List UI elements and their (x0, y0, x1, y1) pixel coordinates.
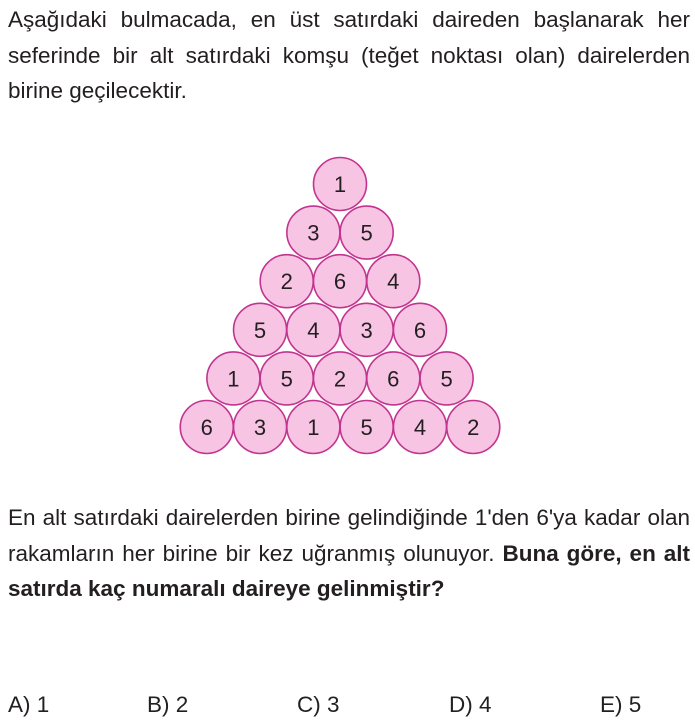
pyramid-number: 2 (280, 269, 293, 295)
pyramid-cell-r5-c5 (420, 352, 473, 405)
pyramid-cell-r3-c1 (260, 255, 313, 308)
pyramid-number: 6 (413, 317, 427, 343)
pyramid-cell-r6-c1 (180, 401, 233, 454)
pyramid-cell-r6-c5 (393, 401, 446, 454)
pyramid-cell-r6-c2 (234, 401, 287, 454)
choice-b[interactable]: B) 2 (147, 692, 189, 717)
pyramid-number: 5 (253, 317, 267, 343)
choice-c[interactable]: C) 3 (297, 692, 340, 717)
pyramid-number: 6 (387, 366, 400, 392)
pyramid-number: 6 (333, 269, 347, 295)
pyramid-number: 1 (307, 415, 320, 440)
pyramid-number: 5 (280, 366, 293, 392)
pyramid-cell-r5-c3 (314, 352, 367, 405)
pyramid-cell-r4-c1 (234, 303, 287, 356)
problem-statement: En alt satırdaki dairelerden birine gelindiğinde 1'den 6'ya kadar olan rakamların her birine bir kez uğranmış olunuyor. (8, 505, 690, 566)
pyramid-cell-r5-c4 (367, 352, 420, 405)
pyramid-number: 3 (253, 415, 267, 440)
question-block (8, 500, 690, 607)
pyramid-number: 3 (307, 220, 320, 246)
pyramid-cell-r6-c3 (287, 401, 340, 454)
pyramid-number: 1 (333, 172, 347, 197)
pyramid-cell-r2-c1 (287, 206, 340, 259)
pyramid-cell-r6-c6 (447, 401, 500, 454)
pyramid-number: 4 (307, 317, 320, 343)
pyramid-number: 2 (467, 415, 480, 440)
pyramid-cell-r1-c1 (314, 158, 367, 211)
pyramid-number: 2 (333, 366, 347, 392)
pyramid-cell-r4-c2 (287, 303, 340, 356)
pyramid-cell-r3-c2 (314, 255, 367, 308)
pyramid-number: 1 (227, 366, 240, 392)
choice-e[interactable]: E) 5 (600, 692, 642, 717)
pyramid-number: 5 (440, 366, 453, 392)
choice-a[interactable]: A) 1 (8, 692, 50, 717)
intro-text: Aşağıdaki bulmacada, en üst satırdaki daireden başlanarak her seferinde bir alt satırdaki komşu (teğet noktası olan) dairelerden birine geçilecektir. (8, 7, 690, 103)
pyramid-number: 4 (387, 269, 400, 295)
pyramid-number: 5 (360, 220, 373, 246)
pyramid-number: 3 (360, 317, 373, 343)
pyramid-cell-r5-c2 (260, 352, 313, 405)
pyramid-number: 4 (413, 415, 427, 440)
pyramid-cell-r6-c4 (340, 401, 393, 454)
pyramid-cell-r3-c3 (367, 255, 420, 308)
question-text: Buna göre, en alt satırda kaç numaralı daireye gelinmiştir? (8, 540, 691, 601)
pyramid-cell-r5-c1 (207, 352, 260, 405)
choice-d[interactable]: D) 4 (449, 692, 492, 717)
pyramid-cell-r4-c4 (393, 303, 446, 356)
pyramid-cell-r4-c3 (340, 303, 393, 356)
pyramid-cell-r2-c2 (340, 206, 393, 259)
pyramid-number: 5 (360, 415, 373, 440)
pyramid-number: 6 (200, 415, 213, 440)
